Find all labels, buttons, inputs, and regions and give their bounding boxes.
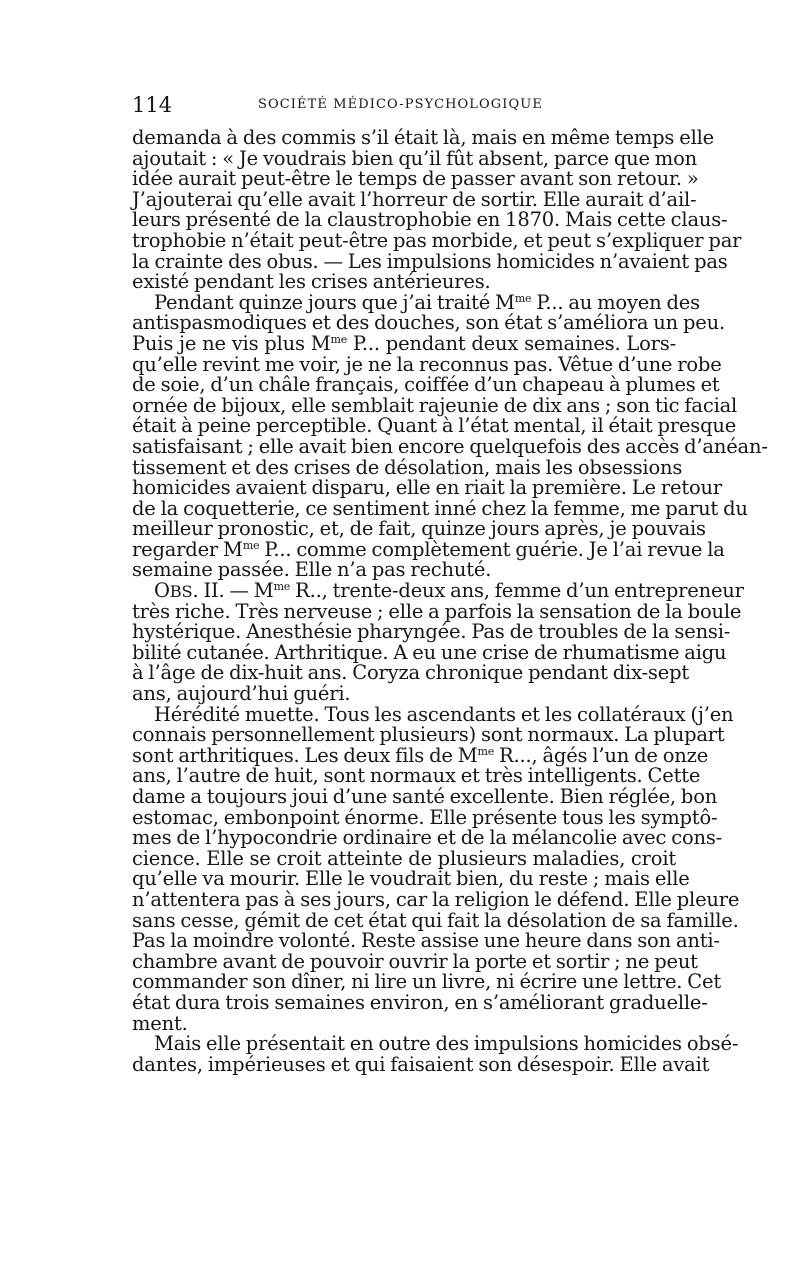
text-line: satisfaisant ; elle avait bien encore quelquefois des accès d’anéan- bbox=[132, 434, 768, 458]
text-line: hystérique. Anesthésie pharyngée. Pas de troubles de la sensi- bbox=[132, 620, 731, 644]
text-line: de soie, d’un châle français, coiffée d’un chapeau à plumes et bbox=[132, 373, 720, 397]
text-line: n’attentera pas à ses jours, car la religion le défend. Elle pleure bbox=[132, 887, 740, 911]
text-line: idée aurait peut-être le temps de passer avant son retour. » bbox=[132, 167, 699, 191]
text-line: Pas la moindre volonté. Reste assise une heure dans son anti- bbox=[132, 929, 720, 953]
text-line: ornée de bijoux, elle semblait rajeunie de dix ans ; son tic facial bbox=[132, 393, 738, 417]
text-line: connais personnellement plusieurs) sont normaux. La plupart bbox=[132, 723, 725, 747]
paragraph-start-line: Pendant quinze jours que j’ai traité $M^{me}$ P... au moyen des bbox=[154, 290, 700, 314]
text-line: ajoutait : « Je voudrais bien qu’il fût absent, parce que mon bbox=[132, 146, 697, 170]
text-line: commander son dîner, ni lire un livre, ni écrire une lettre. Cet bbox=[132, 970, 721, 994]
text-line: Puis je ne vis plus $M^{me}$ P... pendant deux semaines. Lors- bbox=[132, 331, 676, 355]
text-line: meilleur pronostic, et, de fait, quinze jours après, je pouvais bbox=[132, 517, 706, 541]
text-line: à l’âge de dix-huit ans. Coryza chronique pendant dix-sept bbox=[132, 661, 689, 685]
text-line: sont arthritiques. Les deux fils de $M^{me}$ R..., âgés l’un de onze bbox=[132, 743, 709, 767]
text-line: existé pendant les crises antérieures. bbox=[132, 270, 491, 294]
text-line: était à peine perceptible. Quant à l’état mental, il était presque bbox=[132, 414, 737, 438]
text-line: semaine passée. Elle n’a pas rechuté. bbox=[132, 558, 492, 582]
text-line: dame a toujours joui d’une santé excellente. Bien réglée, bon bbox=[132, 785, 718, 808]
text-line: estomac, embonpoint énorme. Elle présente tous les symptô- bbox=[132, 805, 718, 829]
observation-heading-line: OBS. II. — $M^{me}$ R.., trente-deux ans, femme d’un entrepreneur bbox=[154, 579, 744, 603]
text-line: mes de l’hypocondrie ordinaire et de la mélancolie avec cons- bbox=[132, 826, 723, 850]
text-line: cience. Elle se croit atteinte de plusieurs maladies, croit bbox=[132, 846, 676, 870]
text-line: trophobie n’était peut-être pas morbide, et peut s’expliquer par bbox=[132, 228, 742, 252]
text-line: demanda à des commis s’il était là, mais en même temps elle bbox=[132, 126, 714, 149]
text-line: regarder $M^{me}$ P... comme complètement guérie. Je l’ai revue la bbox=[132, 537, 725, 561]
running-title: SOCIÉTÉ MÉDICO-PSYCHOLOGIQUE bbox=[258, 97, 543, 112]
text-line: tissement et des crises de désolation, mais les obsessions bbox=[132, 455, 683, 479]
text-line: qu’elle va mourir. Elle le voudrait bien, du reste ; mais elle bbox=[132, 867, 690, 891]
text-line: qu’elle revint me voir, je ne la reconnus pas. Vêtue d’une robe bbox=[132, 352, 722, 376]
text-line: ans, aujourd’hui guéri. bbox=[132, 682, 351, 706]
text-line: état dura trois semaines environ, en s’améliorant graduelle- bbox=[132, 990, 708, 1014]
text-line: leurs présenté de la claustrophobie en 1870. Mais cette claus- bbox=[132, 208, 728, 232]
text-line: très riche. Très nerveuse ; elle a parfois la sensation de la boule bbox=[132, 599, 742, 623]
body-text bbox=[132, 126, 768, 1076]
text-line: la crainte des obus. — Les impulsions homicides n’avaient pas bbox=[132, 249, 728, 273]
text-line: chambre avant de pouvoir ouvrir la porte et sortir ; ne peut bbox=[132, 949, 698, 973]
text-line: ment. bbox=[132, 1011, 188, 1035]
text-line: dantes, impérieuses et qui faisaient son désespoir. Elle avait bbox=[132, 1052, 710, 1076]
page-number: 114 bbox=[132, 93, 173, 117]
text-line: antispasmodiques et des douches, son état s’améliora un peu. bbox=[132, 311, 725, 335]
paragraph-start-line: Mais elle présentait en outre des impulsions homicides obsé- bbox=[154, 1032, 739, 1056]
text-line: homicides avaient disparu, elle en riait la première. Le retour bbox=[132, 476, 723, 500]
text-line: sans cesse, gémit de cet état qui fait la désolation de sa famille. bbox=[132, 908, 739, 932]
text-line: ans, l’autre de huit, sont normaux et très intelligents. Cette bbox=[132, 764, 701, 788]
paragraph-start-line: Hérédité muette. Tous les ascendants et les collatéraux (j’en bbox=[154, 702, 734, 726]
text-line: J’ajouterai qu’elle avait l’horreur de sortir. Elle aurait d’ail- bbox=[132, 187, 697, 211]
text-line: de la coquetterie, ce sentiment inné chez la femme, me parut du bbox=[132, 496, 748, 520]
page-header bbox=[132, 92, 674, 118]
text-line: bilité cutanée. Arthritique. A eu une crise de rhumatisme aigu bbox=[132, 640, 727, 664]
